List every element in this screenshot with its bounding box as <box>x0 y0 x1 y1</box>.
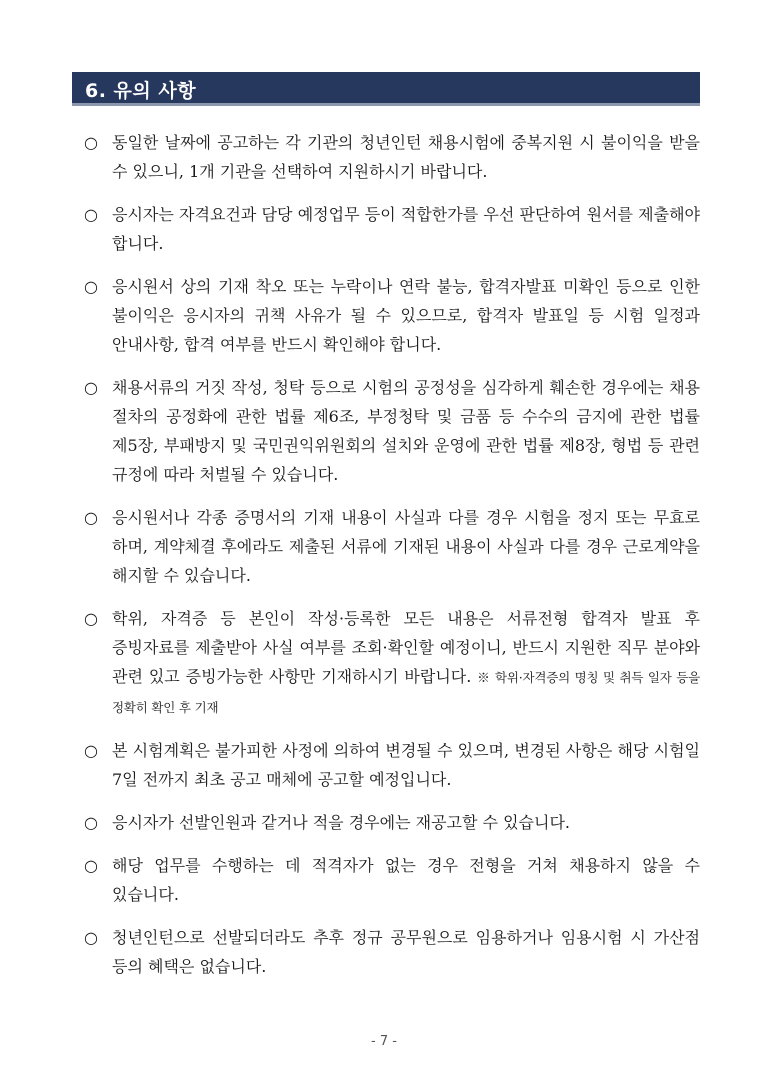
notice-item-verification <box>84 604 700 722</box>
notice-text: 해당 업무를 수행하는 데 적격자가 없는 경우 전형을 거쳐 채용하지 않을 수 있습니다. <box>112 856 700 904</box>
bullet-icon: ○ <box>84 609 98 628</box>
notice-item-no-benefits <box>84 923 700 981</box>
bullet-icon: ○ <box>84 741 98 760</box>
notice-text: 동일한 날짜에 공고하는 각 기관의 청년인턴 채용시험에 중복지원 시 불이익을 받을 수 있으니, 1개 기관을 선택하여 지원하시기 바랍니다. <box>112 133 700 181</box>
notice-list <box>84 128 700 995</box>
notice-main-text: 학위, 자격증 등 본인이 작성·등록한 모든 내용은 서류전형 합격자 발표 후 증빙자료를 제출받아 사실 여부를 조회·확인할 예정이니, 반드시 지원한 직무 분야와 관련 있고 증빙가능한 사항만 기재하시기 바랍니다. <box>112 609 700 686</box>
bullet-icon: ○ <box>84 205 98 224</box>
notice-text: 응시원서나 각종 증명서의 기재 내용이 사실과 다를 경우 시험을 정지 또는 무효로 하며, 계약체결 후에라도 제출된 서류에 기재된 내용이 사실과 다를 경우 근로계약을 해지할 수 있습니다. <box>112 508 700 585</box>
notice-text: 응시원서 상의 기재 착오 또는 누락이나 연락 불능, 합격자발표 미확인 등으로 인한 불이익은 응시자의 귀책 사유가 될 수 있으므로, 합격자 발표일 등 시험 일정과 안내사항, 합격 여부를 반드시 확인해야 합니다. <box>112 277 700 354</box>
section-title: 6. 유의 사항 <box>85 80 197 102</box>
notice-text: 응시자는 자격요건과 담당 예정업무 등이 적합한가를 우선 판단하여 원서를 제출해야 합니다. <box>112 205 700 253</box>
notice-item-no-qualified <box>84 851 700 909</box>
notice-item-eligibility <box>84 200 700 258</box>
notice-item-inaccurate-info <box>84 503 700 590</box>
bullet-icon: ○ <box>84 813 98 832</box>
notice-note: ※ 학위·자격증의 명칭 및 취득 일자 등을 정확히 확인 후 기재 <box>112 670 700 715</box>
notice-text: 응시자가 선발인원과 같거나 적을 경우에는 재공고할 수 있습니다. <box>112 813 571 832</box>
bullet-icon: ○ <box>84 277 98 296</box>
notice-item-plan-change <box>84 736 700 794</box>
notice-text <box>112 604 700 722</box>
notice-text: 본 시험계획은 불가피한 사정에 의하여 변경될 수 있으며, 변경된 사항은 해당 시험일 7일 전까지 최초 공고 매체에 공고할 예정입니다. <box>112 741 700 789</box>
notice-item-false-documents <box>84 373 700 489</box>
notice-text: 청년인턴으로 선발되더라도 추후 정규 공무원으로 임용하거나 임용시험 시 가산점 등의 혜택은 없습니다. <box>112 928 700 976</box>
page-number: - 7 - <box>371 1034 397 1049</box>
notice-item-readvertisement <box>84 808 700 837</box>
bullet-icon: ○ <box>84 928 98 947</box>
notice-text: 채용서류의 거짓 작성, 청탁 등으로 시험의 공정성을 심각하게 훼손한 경우에는 채용 절차의 공정화에 관한 법률 제6조, 부정청탁 및 금품 등 수수의 금지에 관한 법률 제5장, 부패방지 및 국민권익위원회의 설치와 운영에 관한 법률 제8장, 형법 등 관련 규정에 따라 처벌될 수 있습니다. <box>112 378 700 484</box>
section-header <box>72 72 700 106</box>
bullet-icon: ○ <box>84 856 98 875</box>
bullet-icon: ○ <box>84 378 98 397</box>
notice-item-duplicate-application <box>84 128 700 186</box>
notice-item-application-errors <box>84 272 700 359</box>
bullet-icon: ○ <box>84 133 98 152</box>
bullet-icon: ○ <box>84 508 98 527</box>
